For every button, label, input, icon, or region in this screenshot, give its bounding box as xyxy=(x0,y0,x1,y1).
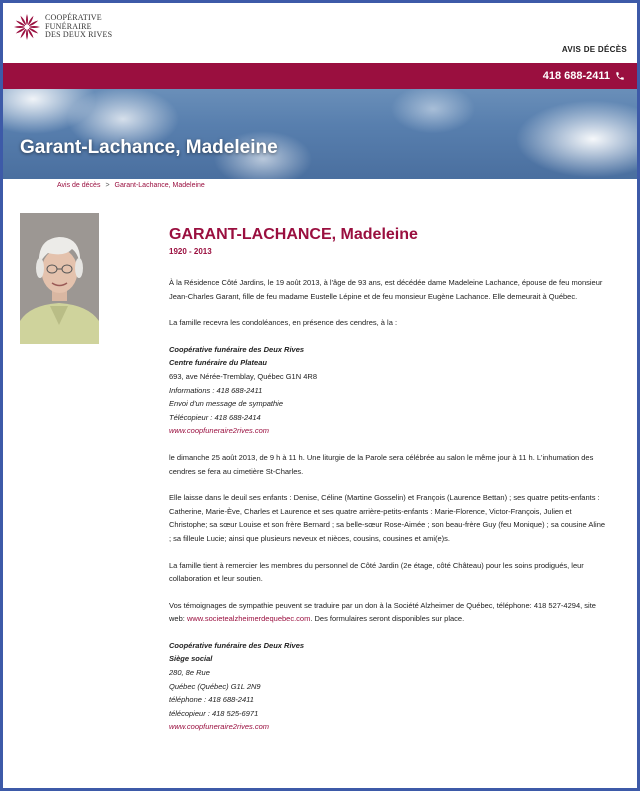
breadcrumb-home[interactable]: Avis de décès xyxy=(57,182,101,189)
hq-city: Québec (Québec) G1L 2N9 xyxy=(169,681,261,691)
portrait-image xyxy=(20,213,99,344)
phone-link[interactable] xyxy=(543,70,625,82)
donation-paragraph xyxy=(169,599,609,626)
family-paragraph: Elle laisse dans le deuil ses enfants : Denise, Céline (Martine Gosselin) et François (Laurence Bettan) ; ses quatre petits-enfants : Catherine, Marie-Ève, Charles et Laurence et ses quatre arrière-petits-enfants : Marie-Florence, Victor-François, Julien et Christophe; sa sœur Louise et son frère Bernard ; sa belle-sœur Rose-Aimée ; son beau-frère Guy (feu Monique) ; sa cousine Aline ; sa filleule Lucie; ainsi que plusieurs neveux et nièces, cousins, cousines et ami(e)s. xyxy=(169,493,606,543)
intro-paragraph: À la Résidence Côté Jardins, le 19 août 2013, à l'âge de 93 ans, est décédée dame Madeleine Lachance, épouse de feu monsieur Jean-Charles Garant, fille de feu madame Eustelle Lépine et de feu monsieur Eugène Lachance. Elle demeurait à Québec. xyxy=(169,278,603,301)
venue-sympathy-link[interactable]: Envoi d'un message de sympathie xyxy=(169,399,283,409)
contact-bar xyxy=(3,63,637,89)
logo[interactable] xyxy=(13,13,112,41)
date-paragraph: le dimanche 25 août 2013, de 9 h à 11 h. Une liturgie de la Parole sera célébrée au salon le même jour à 11 h. L'inhumation des cendres se fera au cimetière St-Charles. xyxy=(169,452,594,476)
hq-block xyxy=(169,639,609,734)
page-title: Garant-Lachance, Madeleine xyxy=(20,137,278,158)
hq-coop: Coopérative funéraire des Deux Rives xyxy=(169,640,305,650)
phone-number: 418 688-2411 xyxy=(542,70,610,82)
breadcrumb-current[interactable]: Garant-Lachance, Madeleine xyxy=(114,182,205,189)
hq-office: Siège social xyxy=(169,654,213,664)
life-years: 1920 - 2013 xyxy=(169,247,212,256)
donation-text-end: . Des formulaires seront disponibles sur place. xyxy=(310,614,465,624)
page-frame xyxy=(3,3,637,788)
hq-fax: télécopieur : 418 525-6971 xyxy=(169,708,259,718)
breadcrumb xyxy=(57,182,205,189)
donation-text: Vos témoignages de sympathie peuvent se traduire par un don à la Société Alzheimer de Québec, téléphone: 418 527-4294, site web: xyxy=(169,600,596,624)
hq-website-link[interactable]: www.coopfuneraire2rives.com xyxy=(169,722,270,732)
thanks-paragraph: La famille tient à remercier les membres du personnel de Côté Jardin (2e étage, côté Château) pour les soins prodigués, leur collaboration et leur soutien. xyxy=(169,560,584,584)
hq-phone: téléphone : 418 688-2411 xyxy=(169,695,254,705)
hero-banner xyxy=(3,89,637,179)
logo-line-1: COOPÉRATIVE xyxy=(45,13,102,23)
condolences-paragraph: La famille recevra les condoléances, en présence des cendres, à la : xyxy=(169,318,398,328)
logo-line-3: DES DEUX RIVES xyxy=(45,30,113,40)
logo-line-2: FUNÉRAIRE xyxy=(45,21,92,31)
logo-text xyxy=(45,14,112,40)
logo-flower-icon xyxy=(13,13,41,41)
obituary-content xyxy=(169,225,609,734)
venue-website-link[interactable]: www.coopfuneraire2rives.com xyxy=(169,426,270,436)
venue-coop: Coopérative funéraire des Deux Rives xyxy=(169,344,305,354)
alzheimer-website-link[interactable]: www.societealzheimerdequebec.com xyxy=(186,614,311,624)
deceased-name: GARANT-LACHANCE, Madeleine xyxy=(169,226,418,243)
top-header xyxy=(3,3,637,63)
portrait-photo xyxy=(20,213,99,344)
nav-avis-de-deces[interactable]: AVIS DE DÉCÈS xyxy=(561,45,627,54)
venue-fax: Télécopieur : 418 688-2414 xyxy=(169,412,261,422)
venue-centre: Centre funéraire du Plateau xyxy=(169,358,267,368)
venue-address: 693, ave Nérée-Tremblay, Québec G1N 4R8 xyxy=(169,371,317,381)
venue-block xyxy=(169,343,609,438)
phone-icon xyxy=(615,71,625,81)
venue-info: Informations : 418 688-2411 xyxy=(169,385,263,395)
breadcrumb-separator: > xyxy=(105,182,110,189)
hq-street: 280, 8e Rue xyxy=(169,668,210,678)
